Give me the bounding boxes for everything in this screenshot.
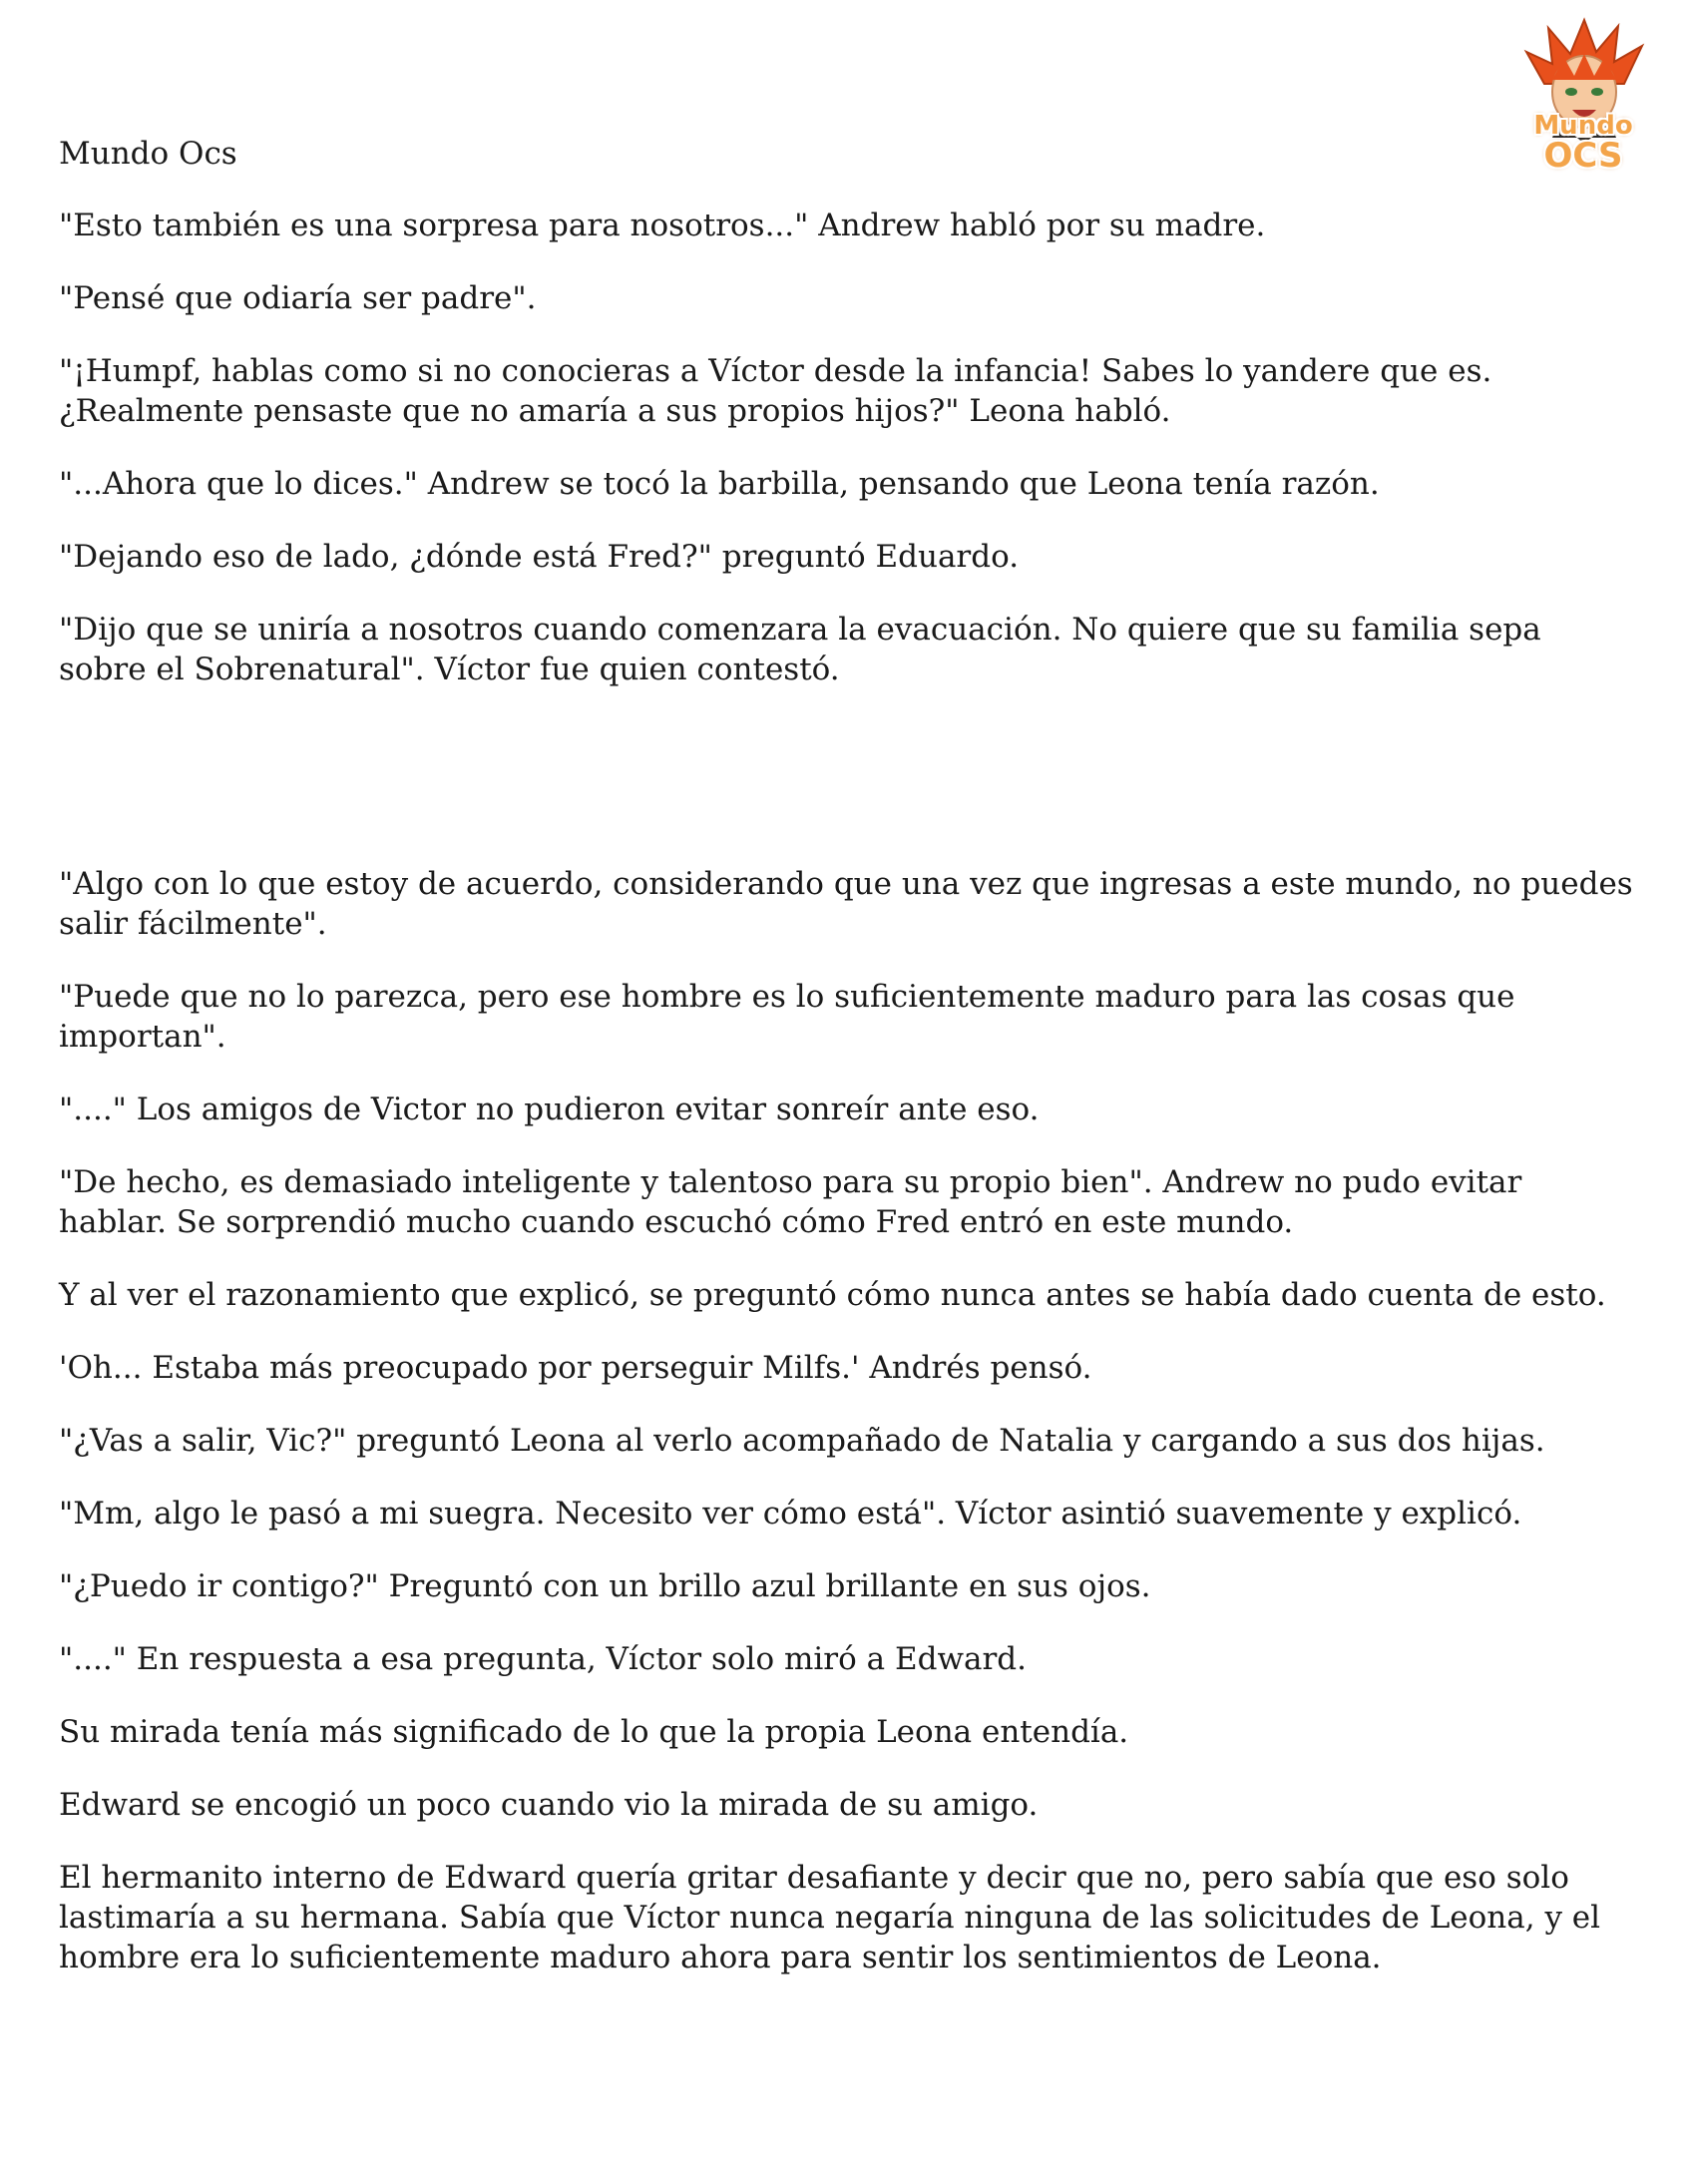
logo-character-icon xyxy=(1504,14,1662,179)
paragraph: Edward se encogió un poco cuando vio la mirada de su amigo. xyxy=(59,1787,1039,1823)
paragraph: "Esto también es una sorpresa para nosotros..." Andrew habló por su madre. xyxy=(59,208,1266,243)
paragraph: "...Ahora que lo dices." Andrew se tocó la barbilla, pensando que Leona tenía razón. xyxy=(59,466,1380,502)
paragraph: "Algo con lo que estoy de acuerdo, considerando que una vez que ingresas a este mundo, no puedes salir fácilmente". xyxy=(59,866,1633,942)
paragraph: "¡Humpf, hablas como si no conocieras a Víctor desde la infancia! Sabes lo yandere que es. ¿Realmente pensaste que no amaría a sus propios hijos?" Leona habló. xyxy=(59,353,1492,429)
page-header-title: Mundo Ocs xyxy=(59,136,237,172)
paragraph: 'Oh... Estaba más preocupado por perseguir Milfs.' Andrés pensó. xyxy=(59,1350,1092,1386)
paragraph: "Puede que no lo parezca, pero ese hombre es lo suficientemente maduro para las cosas que importan". xyxy=(59,979,1515,1055)
paragraph: "De hecho, es demasiado inteligente y talentoso para su propio bien". Andrew no pudo evitar hablar. Se sorprendió mucho cuando escuchó cómo Fred entró en este mundo. xyxy=(59,1164,1522,1240)
paragraph: "¿Vas a salir, Vic?" preguntó Leona al verlo acompañado de Natalia y cargando a sus dos hijas. xyxy=(59,1423,1545,1459)
paragraph: "Pensé que odiaría ser padre". xyxy=(59,280,537,316)
mundo-ocs-logo xyxy=(1504,14,1662,179)
paragraph: Y al ver el razonamiento que explicó, se preguntó cómo nunca antes se había dado cuenta de esto. xyxy=(59,1277,1606,1313)
logo-line-2: OCS xyxy=(1543,136,1623,176)
paragraph: "...." En respuesta a esa pregunta, Víctor solo miró a Edward. xyxy=(59,1641,1027,1677)
logo-line-1: Mundo xyxy=(1533,111,1633,141)
paragraph: "Dijo que se uniría a nosotros cuando comenzara la evacuación. No quiere que su familia sepa sobre el Sobrenatural". Víctor fue quien contestó. xyxy=(59,612,1541,687)
paragraph: El hermanito interno de Edward quería gritar desafiante y decir que no, pero sabía que eso solo lastimaría a su hermana. Sabía que Víctor nunca negaría ninguna de las solicitudes de Leona, y el hombre era lo suficientemente maduro ahora para sentir los sentimientos de Leona. xyxy=(59,1860,1601,1975)
paragraph: "...." Los amigos de Victor no pudieron evitar sonreír ante eso. xyxy=(59,1092,1040,1127)
text-block-2 xyxy=(59,864,1635,2010)
paragraph: "¿Puedo ir contigo?" Preguntó con un brillo azul brillante en sus ojos. xyxy=(59,1568,1151,1604)
paragraph: "Mm, algo le pasó a mi suegra. Necesito ver cómo está". Víctor asintió suavemente y explicó. xyxy=(59,1496,1522,1531)
paragraph: Su mirada tenía más significado de lo que la propia Leona entendía. xyxy=(59,1714,1129,1750)
paragraph: "Dejando eso de lado, ¿dónde está Fred?" preguntó Eduardo. xyxy=(59,539,1020,575)
text-block-1 xyxy=(59,206,1635,722)
